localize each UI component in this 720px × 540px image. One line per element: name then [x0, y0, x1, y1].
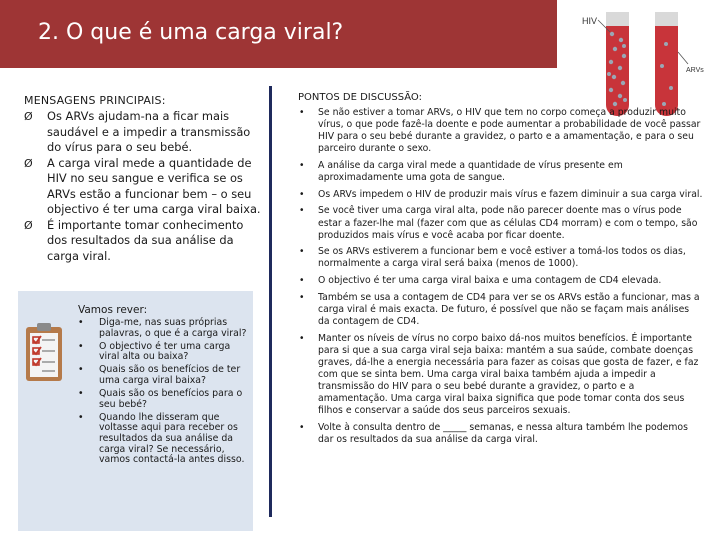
review-item: • Diga-me, nas suas próprias palavras, o que é a carga viral? [78, 317, 247, 339]
review-list [78, 318, 250, 468]
key-message-item: Ø Os ARVs ajudam-na a ficar mais saudável e a impedir a transmissão do vírus para o seu bebé. [24, 109, 251, 154]
discussion-item: • Os ARVs impedem o HIV de produzir mais vírus e fazem diminuir a sua carga viral. [299, 188, 703, 200]
clipboard-checklist-icon [24, 321, 64, 383]
column-divider [269, 86, 272, 517]
discussion-item: • Se não estiver a tomar ARVs, o HIV que tem no corpo começa a produzir muito vírus, o que pode fazê-la doente e pode aumentar a probabilidade de você passar HIV para o seu bebé durante a gravidez, o parto e a amamentação, e para o seu parceiro durante o sexo. [299, 107, 701, 155]
discussion-heading: PONTOS DE DISCUSSÃO: [298, 92, 422, 103]
key-messages-section [24, 94, 264, 264]
review-item: • Quais são os benefícios de ter uma carga viral baixa? [78, 364, 241, 386]
discussion-item: • Se os ARVs estiverem a funcionar bem e você estiver a tomá-los todos os dias, normalmente a carga viral será baixa (menos de 1000). [299, 246, 686, 270]
review-item: • Quando lhe disseram que voltasse aqui para receber os resultados da sua análise da carga viral? Se necessário, vamos contactá-la antes disso. [78, 411, 245, 466]
discussion-item: • Se você tiver uma carga viral alta, pode não parecer doente mas o vírus pode estar a fazer-lhe mal (fazer com que as células CD4 morram) e com o tempo, são produzidos mais vírus e você acaba por ficar doente. [299, 205, 698, 241]
arrow-bullet-icon: Ø [24, 110, 33, 123]
arvs-label: ARVs [686, 67, 704, 74]
review-item: • O objectivo é ter uma carga viral alta ou baixa? [78, 340, 231, 363]
review-box [18, 291, 253, 531]
discussion-item: • O objectivo é ter uma carga viral baixa e uma contagem de CD4 elevada. [299, 275, 662, 287]
discussion-item: • Manter os níveis de vírus no corpo baixo dá-nos muitos benefícios. É importante para si que a sua carga viral seja baixa: mantém a sua saúde, combate doenças graves, dá-lhe a energia necessária para fazer as coisas que gosta de fazer, e faz com que se sinta bem. Uma carga viral baixa também ajuda a impedir a transmissão do HIV para o seu bebé durante a gravidez, o parto e a amamentação. Uma carga viral baixa significa que pode tomar conta dos seus filhos e conservar a saúde dos seus parceiros sexuais. [299, 332, 699, 417]
key-message-item: Ø É importante tomar conhecimento dos resultados da sua análise da carga viral. [24, 217, 244, 263]
key-message-item: Ø A carga viral mede a quantidade de HIV no seu sangue e verifica se os ARVs estão a funcionar bem – o seu objectivo é ter uma carga viral baixa. [24, 155, 261, 216]
discussion-list [298, 107, 703, 446]
key-messages-list [24, 109, 264, 264]
arrow-bullet-icon: Ø [24, 156, 33, 170]
discussion-section [298, 92, 703, 451]
key-messages-heading: MENSAGENS PRINCIPAIS: [24, 94, 166, 107]
discussion-item: • Também se usa a contagem de CD4 para ver se os ARVs estão a funcionar, mas a carga viral é mais exacta. De futuro, é possível que não se façam mais análises da contagem de CD4. [299, 291, 700, 327]
review-title: Vamos rever: [78, 304, 148, 316]
review-item: • Quais são os benefícios para o seu bebé? [78, 388, 243, 410]
title-bar [0, 0, 557, 68]
page-title: 2. O que é uma carga viral? [38, 20, 344, 45]
arrow-bullet-icon: Ø [24, 218, 33, 232]
hiv-label: HIV [582, 16, 598, 26]
discussion-item: • Volte à consulta dentro de _____ semanas, e nessa altura também lhe podemos dar os resultados da sua análise da carga viral. [299, 421, 688, 445]
discussion-item: • A análise da carga viral mede a quantidade de vírus presente em aproximadamente uma gota de sangue. [299, 159, 623, 184]
